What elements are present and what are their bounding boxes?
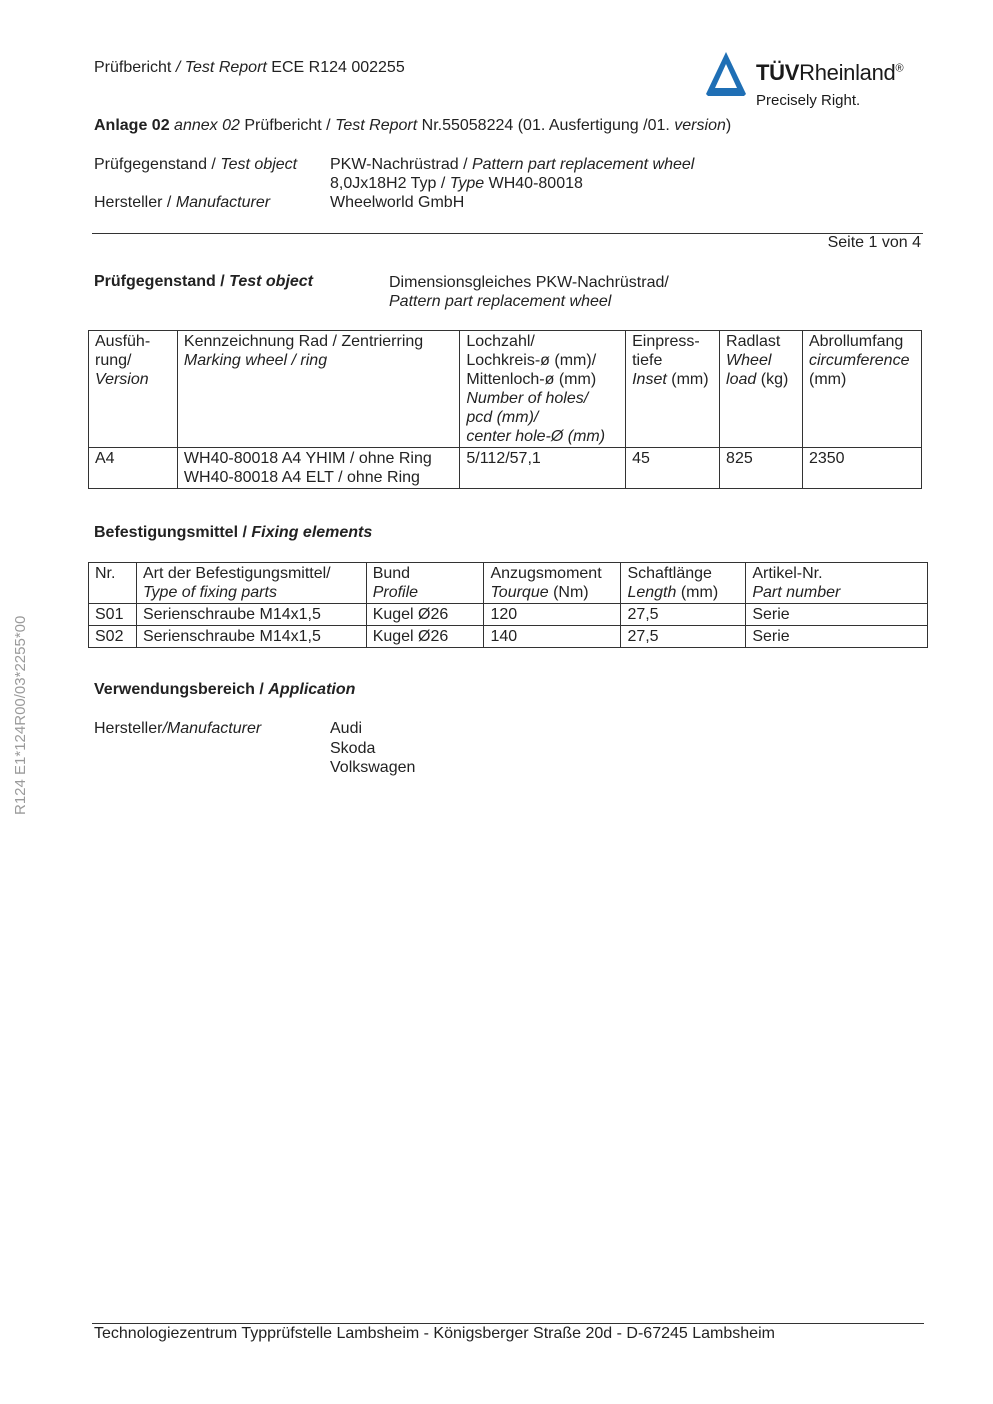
list-item: Audi bbox=[330, 720, 363, 737]
footer-address: Technologiezentrum Typprüfstelle Lambsheim - Königsberger Straße 20d - D-67245 Lambsheim bbox=[94, 1325, 775, 1342]
cell-inset: 45 bbox=[626, 448, 720, 489]
cell-part: Serie bbox=[746, 604, 928, 626]
header-divider bbox=[92, 233, 923, 234]
list-item: Volkswagen bbox=[330, 759, 416, 776]
header-inset: Einpress- tiefe Inset (mm) bbox=[626, 331, 720, 448]
application-brands bbox=[330, 719, 415, 778]
report-title bbox=[94, 59, 405, 77]
cell-type: Serienschraube M14x1,5 bbox=[136, 604, 366, 626]
header-load: Radlast Wheel load (kg) bbox=[720, 331, 803, 448]
cell-nr: S01 bbox=[89, 604, 137, 626]
header-bund: Bund Profile bbox=[366, 563, 484, 604]
table-header-row bbox=[89, 563, 928, 604]
header-length: Schaftlänge Length (mm) bbox=[621, 563, 746, 604]
logo-wordmark: TÜVRheinland® bbox=[756, 60, 904, 85]
application-heading: Verwendungsbereich / Application bbox=[94, 681, 356, 698]
table-row bbox=[89, 448, 922, 489]
cell-part: Serie bbox=[746, 626, 928, 648]
cell-torque: 120 bbox=[484, 604, 621, 626]
cell-marking: WH40-80018 A4 YHIM / ohne Ring WH40-80018 A4 ELT / ohne Ring bbox=[177, 448, 459, 489]
application-manufacturer-label: Hersteller/Manufacturer bbox=[94, 720, 262, 737]
manufacturer-label: Hersteller / Manufacturer bbox=[94, 194, 271, 211]
cell-circumference: 2350 bbox=[802, 448, 921, 489]
cell-holes: 5/112/57,1 bbox=[460, 448, 626, 489]
table-row bbox=[89, 604, 928, 626]
manufacturer-value: Wheelworld GmbH bbox=[330, 194, 465, 211]
header-marking: Kennzeichnung Rad / Zentrierring Marking wheel / ring bbox=[177, 331, 459, 448]
tuv-logo bbox=[704, 48, 924, 112]
test-object-label: Prüfgegenstand / Test object bbox=[94, 273, 314, 290]
header-part: Artikel-Nr. Part number bbox=[746, 563, 928, 604]
page-number: Seite 1 von 4 bbox=[827, 234, 921, 251]
table-header-row bbox=[89, 331, 922, 448]
cell-length: 27,5 bbox=[621, 626, 746, 648]
header-circumference: Abrollumfang circumference (mm) bbox=[802, 331, 921, 448]
cell-bund: Kugel Ø26 bbox=[366, 604, 484, 626]
header-version: Ausfüh- rung/ Version bbox=[89, 331, 178, 448]
object-label: Prüfgegenstand / Test object bbox=[94, 156, 298, 173]
header-type: Art der Befestigungsmittel/ Type of fixing parts bbox=[136, 563, 366, 604]
report-ref: ECE R124 002255 bbox=[271, 59, 405, 76]
annex-line: Anlage 02 annex 02 Prüfbericht / Test Report Nr.55058224 (01. Ausfertigung /01. version) bbox=[94, 117, 732, 134]
cell-torque: 140 bbox=[484, 626, 621, 648]
side-watermark: R124 E1*124R00/03*2255*00 bbox=[12, 615, 29, 815]
cell-bund: Kugel Ø26 bbox=[366, 626, 484, 648]
list-item: Skoda bbox=[330, 739, 376, 757]
cell-length: 27,5 bbox=[621, 604, 746, 626]
cell-nr: S02 bbox=[89, 626, 137, 648]
tuv-triangle-icon bbox=[704, 50, 748, 98]
fixing-heading: Befestigungsmittel / Fixing elements bbox=[94, 524, 373, 541]
report-title-de: Prüfbericht bbox=[94, 59, 172, 76]
fixing-table bbox=[88, 562, 928, 648]
header-holes: Lochzahl/ Lochkreis-ø (mm)/ Mittenloch-ø (mm) Number of holes/ pcd (mm)/ center hole-Ø (mm) bbox=[460, 331, 626, 448]
table-row bbox=[89, 626, 928, 648]
object-value: PKW-Nachrüstrad / Pattern part replacement wheel 8,0Jx18H2 Typ / Type WH40-80018 bbox=[330, 156, 695, 192]
test-object-value: Dimensionsgleiches PKW-Nachrüstrad/ Pattern part replacement wheel bbox=[389, 274, 669, 310]
cell-type: Serienschraube M14x1,5 bbox=[136, 626, 366, 648]
logo-tagline: Precisely Right. bbox=[756, 92, 861, 109]
wheel-table bbox=[88, 330, 922, 489]
header-nr: Nr. bbox=[89, 563, 137, 604]
footer-divider bbox=[92, 1323, 924, 1324]
header-torque: Anzugsmoment Tourque (Nm) bbox=[484, 563, 621, 604]
cell-load: 825 bbox=[720, 448, 803, 489]
cell-version: A4 bbox=[89, 448, 178, 489]
report-title-en: / Test Report bbox=[175, 59, 267, 76]
